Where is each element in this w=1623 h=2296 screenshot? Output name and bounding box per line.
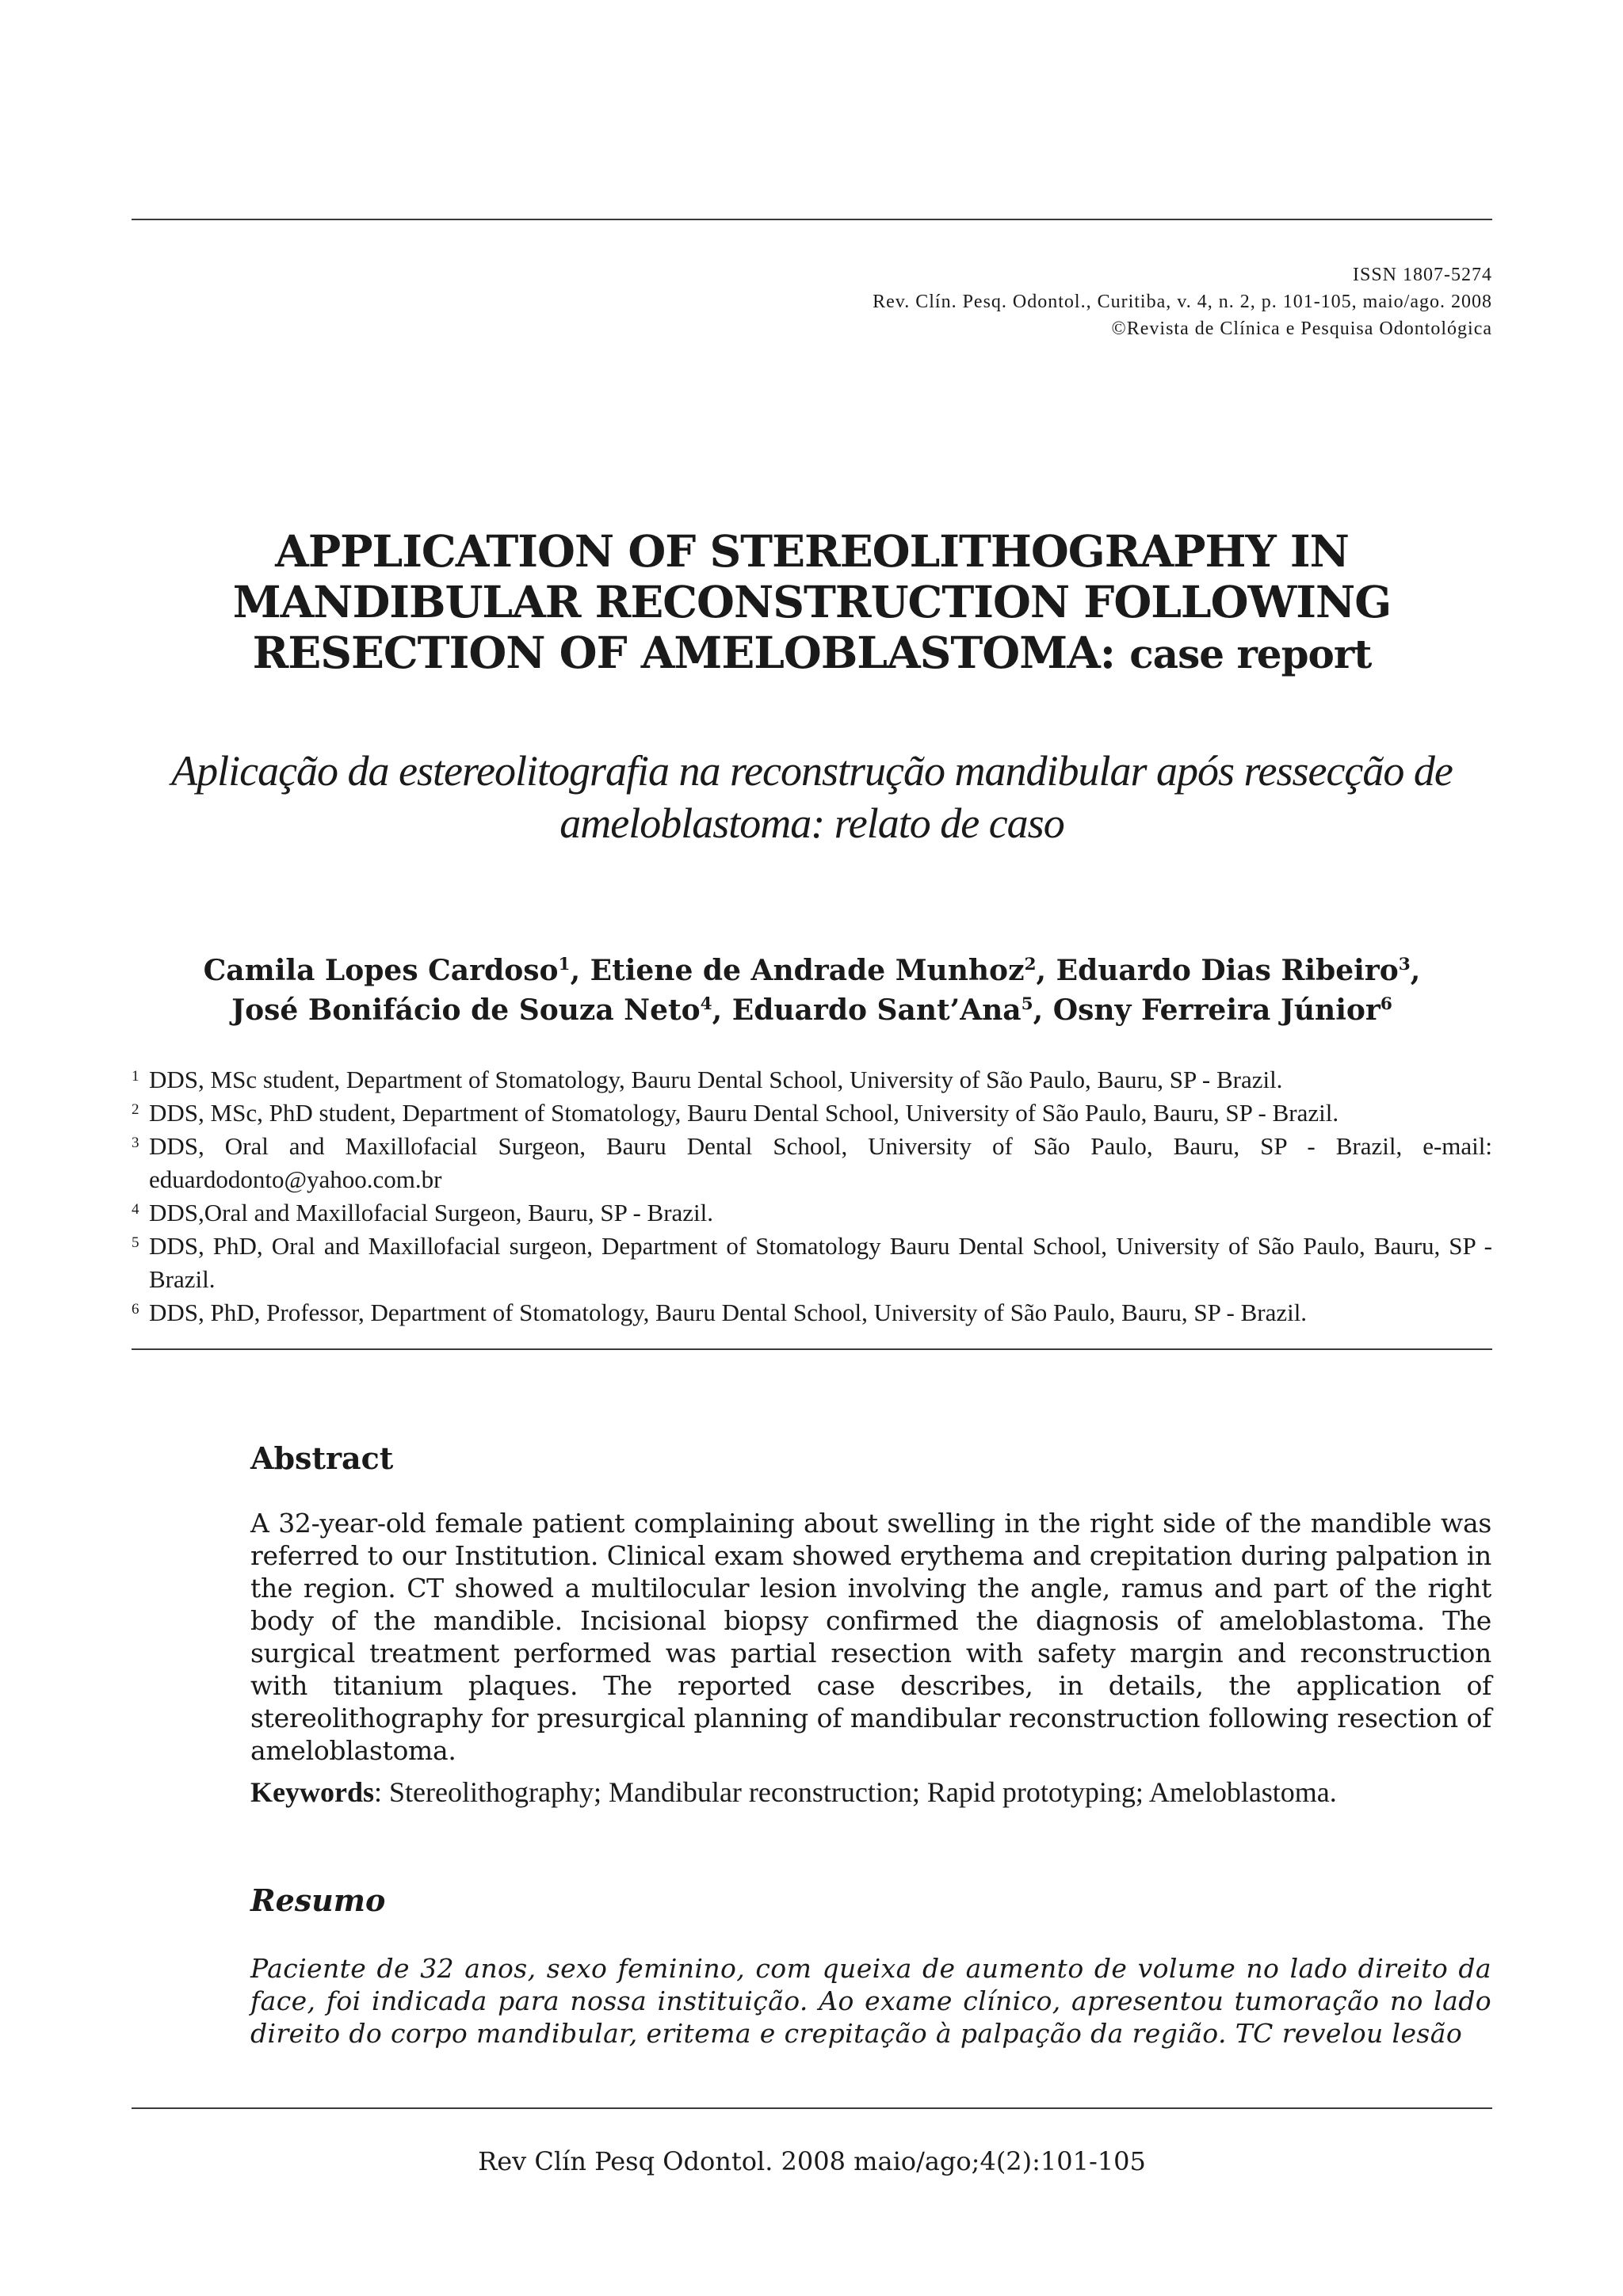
- affiliation-item: [132, 1296, 1492, 1329]
- page-footer: Rev Clín Pesq Odontol. 2008 maio/ago;4(2):101-105: [478, 2146, 1146, 2176]
- author-affiliation-mark: 2: [1024, 955, 1037, 974]
- keywords-label: Keywords: [250, 1776, 374, 1808]
- author-name: José Bonifácio de Souza Neto: [231, 994, 701, 1027]
- keywords-text: : Stereolithography; Mandibular reconstruction; Rapid prototyping; Ameloblastoma.: [374, 1776, 1337, 1808]
- abstract-heading: Abstract: [250, 1440, 394, 1476]
- affiliation-text: DDS, MSc student, Department of Stomatology, Bauru Dental School, University of São Paulo, Bauru, SP - Brazil.: [149, 1066, 1283, 1093]
- affiliation-text: DDS, MSc, PhD student, Department of Stomatology, Bauru Dental School, University of São Paulo, Bauru, SP - Brazil.: [149, 1099, 1339, 1127]
- title-line-3-main: RESECTION OF AMELOBLASTOMA:: [252, 627, 1116, 678]
- affiliation-number: 4: [132, 1201, 139, 1218]
- affiliation-text: DDS, Oral and Maxillofacial Surgeon, Bauru Dental School, University of São Paulo, Bauru, SP - Brazil, e-mail: eduardodonto@yahoo.com.br: [149, 1132, 1492, 1193]
- title-line-2: MANDIBULAR RECONSTRUCTION FOLLOWING: [232, 576, 1392, 627]
- author-separator: ,: [1410, 954, 1421, 987]
- author-affiliation-mark: 1: [558, 955, 571, 974]
- author-affiliation-mark: 6: [1380, 994, 1392, 1014]
- author-affiliation-mark: 3: [1398, 955, 1411, 974]
- abstract-text: A 32-year-old female patient complaining about swelling in the right side of the mandible was referred to our Institution. Clinical exam showed erythema and crepitation during palpation in the region. CT showed a multilocular lesion involving the angle, ramus and part of the right body of the mandible. Incisional biopsy confirmed the diagnosis of ameloblastoma. The surgical treatment performed was partial resection with safety margin and reconstruction with titanium plaques. The reported case describes, in details, the application of stereolithography for presurgical planning of mandibular reconstruction following resection of ameloblastoma.: [250, 1508, 1491, 1766]
- author-name: Osny Ferreira Júnior: [1052, 994, 1381, 1027]
- top-divider: [132, 219, 1492, 220]
- affiliation-number: 5: [132, 1234, 139, 1251]
- author-affiliation-mark: 5: [1021, 994, 1033, 1014]
- section-divider: [132, 1348, 1492, 1350]
- issn: ISSN 1807-5274: [1352, 265, 1492, 285]
- affiliation-text: DDS, PhD, Professor, Department of Stomatology, Bauru Dental School, University of São Paulo, Bauru, SP - Brazil.: [149, 1299, 1308, 1326]
- subtitle-line-2: ameloblastoma: relato de caso: [559, 799, 1064, 847]
- author-separator: ,: [712, 994, 732, 1027]
- author-line-2: [132, 990, 1492, 1030]
- title-line-3: [132, 627, 1492, 680]
- affiliation-text: DDS, PhD, Oral and Maxillofacial surgeon, Department of Stomatology Bauru Dental School, University of São Paulo, Bauru, SP - Brazil.: [149, 1232, 1492, 1293]
- affiliation-item: [132, 1130, 1492, 1196]
- affiliation-text: DDS,Oral and Maxillofacial Surgeon, Bauru, SP - Brazil.: [149, 1199, 714, 1226]
- affiliation-number: 1: [132, 1068, 139, 1085]
- journal-citation: Rev. Clín. Pesq. Odontol., Curitiba, v. 4, n. 2, p. 101-105, maio/ago. 2008: [873, 292, 1492, 312]
- author-separator: ,: [1036, 954, 1056, 987]
- article-title: [132, 526, 1492, 680]
- affiliation-item: [132, 1196, 1492, 1230]
- subtitle-line-1: Aplicação da estereolitografia na reconstrução mandibular após ressecção de: [171, 747, 1453, 795]
- article-subtitle: [132, 745, 1492, 849]
- author-separator: ,: [570, 954, 590, 987]
- resumo-text: Paciente de 32 anos, sexo feminino, com queixa de aumento de volume no lado direito da face, foi indicada para nossa instituição. Ao exame clínico, apresentou tumoração no lado direito do corpo mandibular, eritema e crepitação à palpação da região. TC revelou lesão: [250, 1953, 1491, 2049]
- title-line-1: APPLICATION OF STEREOLITHOGRAPHY IN: [275, 525, 1349, 577]
- footer-divider: [132, 2107, 1492, 2109]
- author-name: Etiene de Andrade Munhoz: [590, 954, 1025, 987]
- affiliation-number: 2: [132, 1101, 139, 1118]
- title-line-3-suffix: case report: [1129, 631, 1372, 677]
- author-separator: ,: [1033, 994, 1053, 1027]
- journal-copyright: ©Revista de Clínica e Pesquisa Odontológica: [1111, 318, 1492, 339]
- journal-meta: [873, 261, 1492, 342]
- author-name: Camila Lopes Cardoso: [203, 954, 559, 987]
- keywords: [250, 1775, 1491, 1810]
- author-affiliation-mark: 4: [700, 994, 712, 1014]
- resumo-heading: Resumo: [250, 1882, 386, 1918]
- affiliation-item: [132, 1097, 1492, 1130]
- author-list: [132, 951, 1492, 1030]
- affiliation-item: [132, 1230, 1492, 1296]
- author-name: Eduardo Dias Ribeiro: [1056, 954, 1399, 987]
- affiliation-list: [132, 1063, 1492, 1329]
- affiliation-number: 6: [132, 1301, 139, 1318]
- author-line-1: [132, 951, 1492, 990]
- affiliation-number: 3: [132, 1135, 139, 1151]
- author-name: Eduardo Sant’Ana: [731, 994, 1022, 1027]
- affiliation-item: [132, 1063, 1492, 1097]
